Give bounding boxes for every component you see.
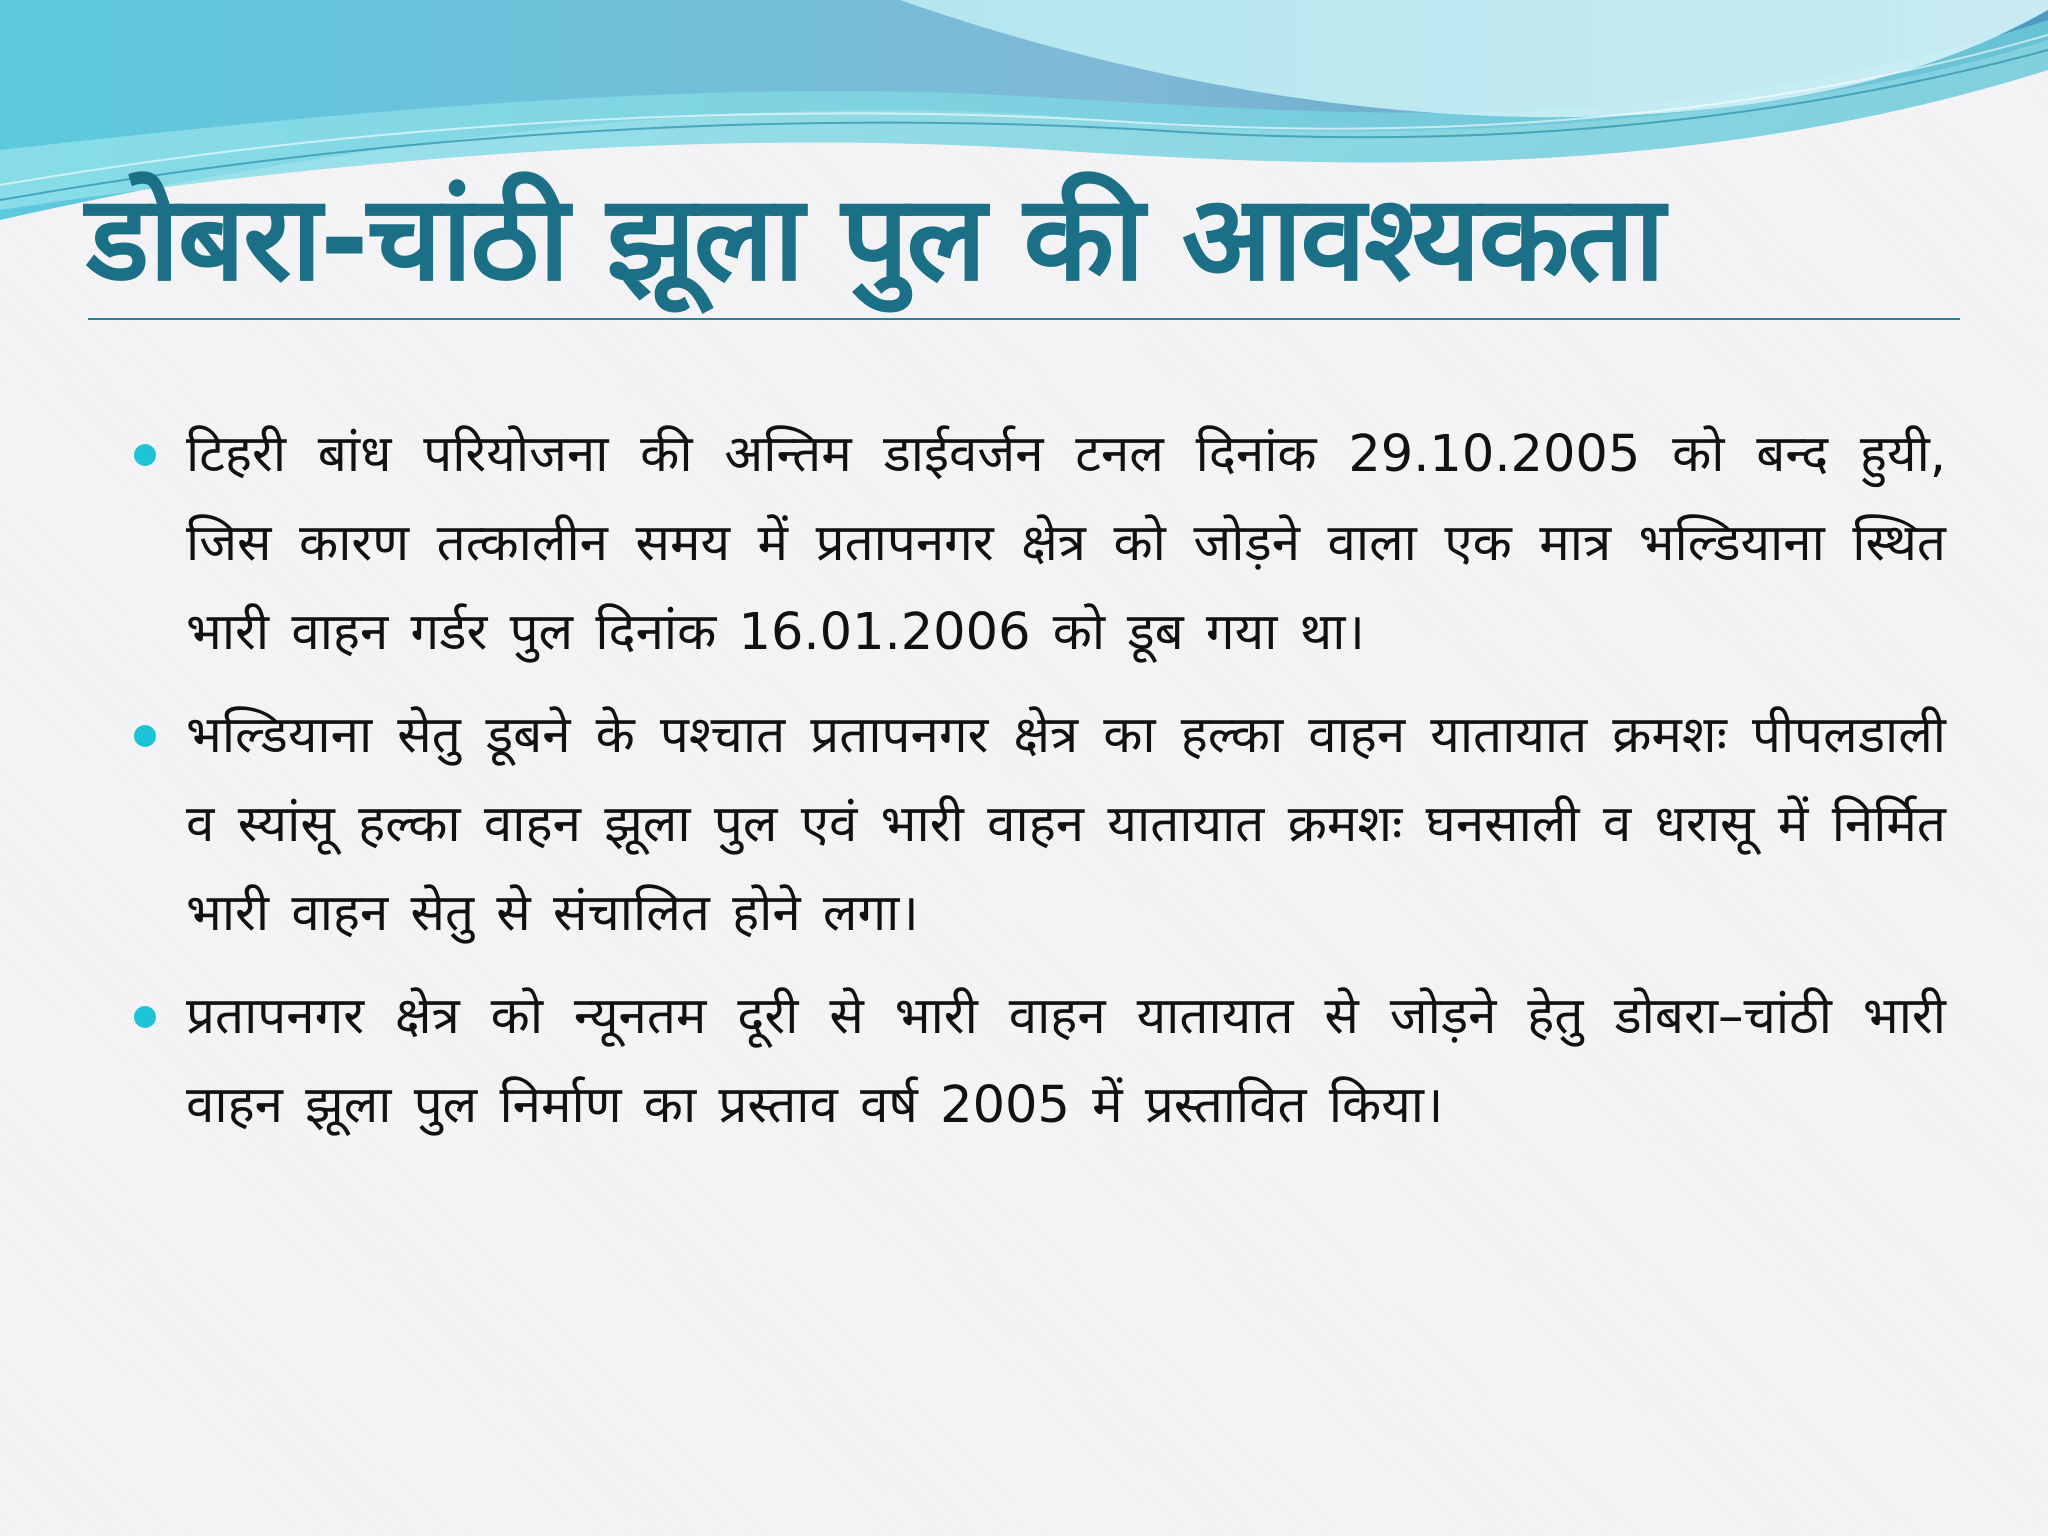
bullet-marker-icon — [134, 444, 156, 466]
bullet-marker-icon — [134, 725, 156, 747]
slide-title: डोबरा-चांठी झूला पुल की आवश्यकता — [86, 169, 1664, 307]
bullet-text: भल्डियाना सेतु डूबने के पश्चात प्रतापनगर क्षेत्र का हल्का वाहन यातायात क्रमशः पीपलडाली व स्यांसू हल्का वाहन झूला पुल एवं भारी वाहन यातायात क्रमशः घनसाली व धरासू में निर्मित भारी वाहन सेतु से संचालित होने लगा। — [186, 706, 1946, 943]
bullet-list — [130, 410, 1946, 1164]
bullet-item — [130, 410, 1946, 677]
bullet-marker-icon — [134, 1006, 156, 1028]
title-underline — [88, 318, 1960, 320]
bullet-item — [130, 972, 1946, 1150]
bullet-text: टिहरी बांध परियोजना की अन्तिम डाईवर्जन टनल दिनांक 29.10.2005 को बन्द हुयी, जिस कारण तत्कालीन समय में प्रतापनगर क्षेत्र को जोड़ने वाला एक मात्र भल्डियाना स्थित भारी वाहन गर्डर पुल दिनांक 16.01.2006 को डूब गया था। — [186, 425, 1946, 662]
bullet-text: प्रतापनगर क्षेत्र को न्यूनतम दूरी से भारी वाहन यातायात से जोड़ने हेतु डोबरा–चांठी भारी वाहन झूला पुल निर्माण का प्रस्ताव वर्ष 2005 में प्रस्तावित किया। — [186, 987, 1946, 1135]
bullet-item — [130, 691, 1946, 958]
